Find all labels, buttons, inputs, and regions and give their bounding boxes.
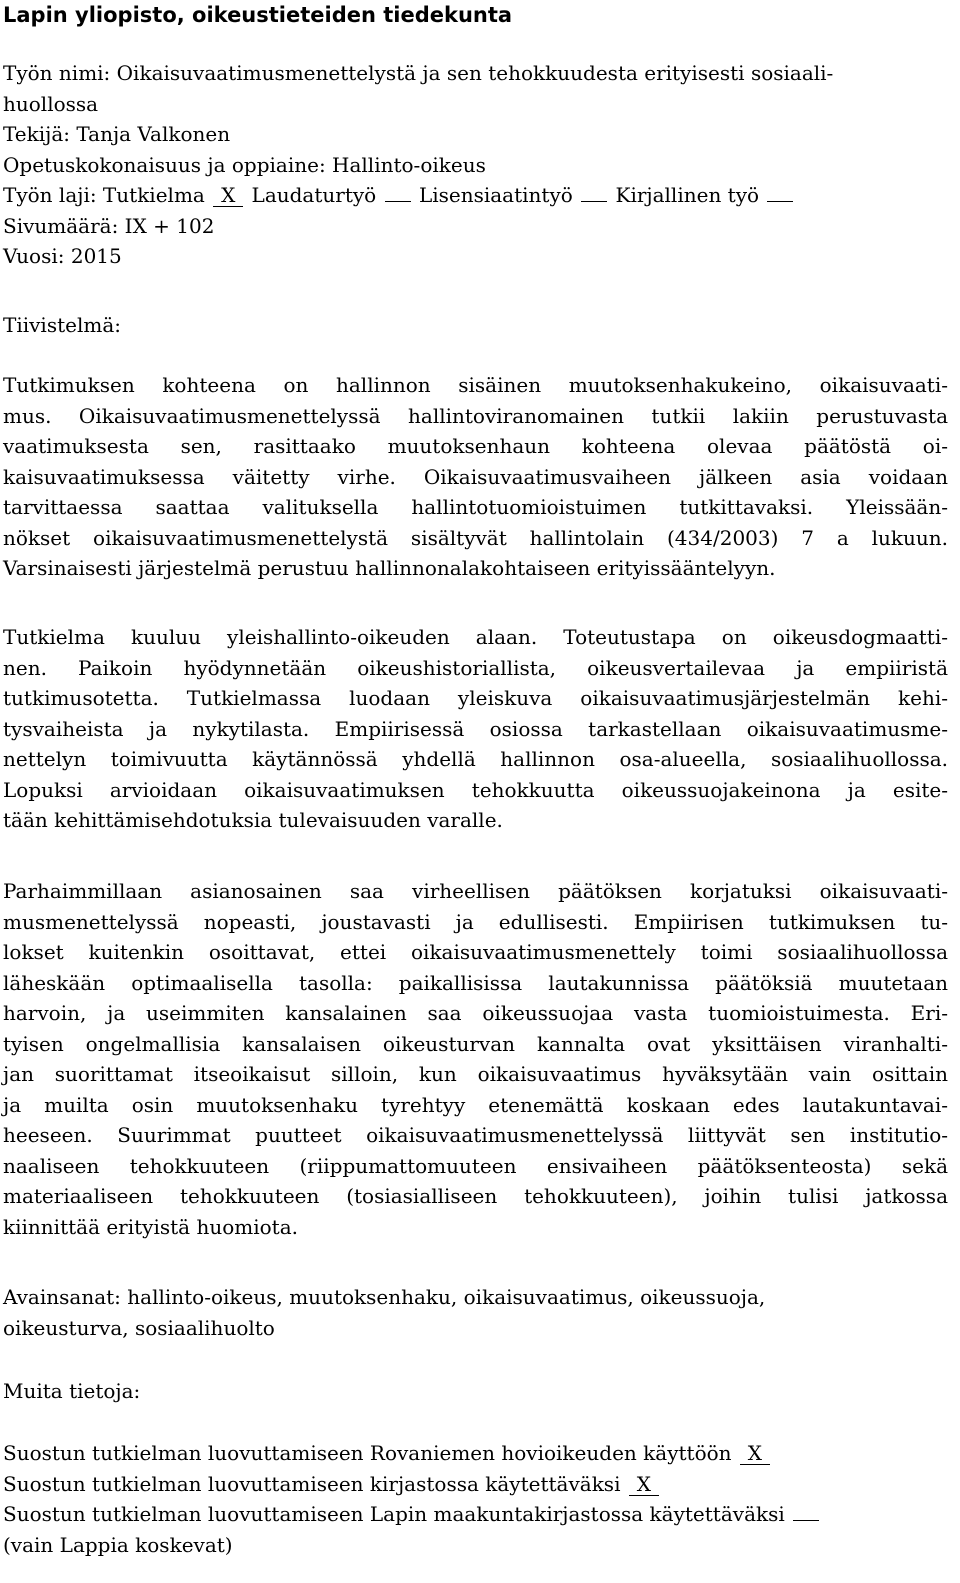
- thesis-year: Vuosi: 2015: [3, 244, 122, 268]
- thesis-author: Tekijä: Tanja Valkonen: [3, 122, 231, 146]
- consent-line-3-text: Suostun tutkielman luovuttamiseen Lapin maakuntakirjastossa käytettäväksi: [3, 1502, 785, 1526]
- thesis-type-laudatur: Laudaturtyö: [251, 183, 377, 207]
- consent-line-3-blank: [793, 1520, 819, 1521]
- paragraph-line: tyisen ongelmallisia kansalaisen oikeusturvan kannalta ovat yksittäisen viranhalti-: [3, 1031, 948, 1056]
- keywords-line-2: oikeusturva, sosiaalihuolto: [3, 1315, 275, 1340]
- paragraph-line: kiinnittää erityistä huomiota.: [3, 1214, 298, 1239]
- thesis-title-line-2: huollossa: [3, 91, 99, 116]
- consent-line-2: [3, 1469, 948, 1500]
- paragraph-line: Lopuksi arvioidaan oikaisuvaatimuksen tehokkuutta oikeussuojakeinona ja esite-: [3, 777, 948, 802]
- consent-line-4: (vain Lappia koskevat): [3, 1532, 233, 1557]
- thesis-type-tutkielma-mark: X: [213, 185, 243, 207]
- consent-line-1: [3, 1438, 948, 1469]
- thesis-metadata: [3, 58, 948, 272]
- paragraph-line: musmenettelyssä nopeasti, joustavasti ja edullisesti. Empiirisen tutkimuksen tu-: [3, 909, 948, 934]
- consent-line-2-mark: X: [629, 1474, 659, 1496]
- consent-line-2-text: Suostun tutkielman luovuttamiseen kirjastossa käytettäväksi: [3, 1471, 621, 1496]
- thesis-type-lisensiaatti-blank: [581, 201, 607, 202]
- paragraph-line: kaisuvaatimuksessa väitetty virhe. Oikaisuvaatimusvaiheen jälkeen asia voidaan: [3, 464, 948, 489]
- paragraph-line: nökset oikaisuvaatimusmenettelystä sisältyvät hallintolain (434/2003) 7 a lukuun.: [3, 525, 948, 550]
- thesis-page-count: Sivumäärä: IX + 102: [3, 213, 215, 238]
- thesis-type-kirjallinen: Kirjallinen työ: [615, 183, 760, 207]
- paragraph-line: tään kehittämisehdotuksia tulevaisuuden varalle.: [3, 808, 503, 832]
- keywords-line-1: Avainsanat: hallinto-oikeus, muutoksenhaku, oikaisuvaatimus, oikeussuoja,: [3, 1285, 766, 1309]
- paragraph-line: tysvaiheista ja nykytilasta. Empiirisessä osiossa tarkastellaan oikaisuvaatimusme-: [3, 716, 948, 741]
- paragraph-line: Tutkielma kuuluu yleishallinto-oikeuden alaan. Toteutustapa on oikeusdogmaatti-: [3, 625, 948, 649]
- keywords-section: [3, 1282, 948, 1343]
- consent-line-3: [3, 1499, 948, 1530]
- faculty-header: Lapin yliopisto, oikeustieteiden tiedekunta: [3, 3, 513, 27]
- abstract-heading: Tiivistelmä:: [3, 313, 121, 337]
- paragraph-line: heeseen. Suurimmat puutteet oikaisuvaatimusmenettelyssä liittyvät sen institutio-: [3, 1123, 948, 1147]
- paragraph-line: mus. Oikaisuvaatimusmenettelyssä hallintoviranomainen tutkii lakiin perustuvasta: [3, 403, 948, 428]
- paragraph-line: lokset kuitenkin osoittavat, ettei oikaisuvaatimusmenettely toimi sosiaalihuollossa: [3, 940, 948, 964]
- paragraph-line: tutkimusotetta. Tutkielmassa luodaan yleiskuva oikaisuvaatimusjärjestelmän kehi-: [3, 686, 948, 710]
- paragraph-line: materiaaliseen tehokkuuteen (tosiasialliseen tehokkuuteen), joihin tulisi jatkossa: [3, 1184, 948, 1208]
- thesis-title-line-1: Työn nimi: Oikaisuvaatimusmenettelystä ja sen tehokkuudesta erityisesti sosiaali-: [3, 61, 834, 85]
- thesis-type: [3, 180, 948, 211]
- paragraph-line: nettelyn toimivuutta käytännössä yhdellä hallinnon osa-alueella, sosiaalihuollossa.: [3, 747, 948, 771]
- abstract-paragraph-2: [3, 622, 948, 836]
- thesis-type-lisensiaatti: Lisensiaatintyö: [418, 183, 573, 207]
- paragraph-line: läheskään optimaalisella tasolla: paikallisissa lautakunnissa päätöksiä muutetaan: [3, 970, 948, 995]
- paragraph-line: vaatimuksesta sen, rasittaako muutoksenhaun kohteena olevaa päätöstä oi-: [3, 434, 948, 458]
- consent-section: [3, 1438, 948, 1560]
- paragraph-line: naaliseen tehokkuuteen (riippumattomuuteen ensivaiheen päätöksenteosta) sekä: [3, 1153, 948, 1178]
- abstract-paragraph-3: [3, 876, 948, 1242]
- paragraph-line: jan suorittamat itseoikaisut silloin, kun oikaisuvaatimus hyväksytään vain osittain: [3, 1062, 948, 1086]
- paragraph-line: Varsinaisesti järjestelmä perustuu hallinnonalakohtaiseen erityissääntelyyn.: [3, 556, 776, 580]
- paragraph-line: nen. Paikoin hyödynnetään oikeushistoriallista, oikeusvertailevaa ja empiiristä: [3, 655, 948, 680]
- thesis-type-kirjallinen-blank: [767, 201, 793, 202]
- paragraph-line: Tutkimuksen kohteena on hallinnon sisäinen muutoksenhakukeino, oikaisuvaati-: [3, 373, 948, 397]
- abstract-paragraph-1: [3, 370, 948, 584]
- paragraph-line: ja muilta osin muutoksenhaku tyrehtyy etenemättä koskaan edes lautakuntavai-: [3, 1092, 948, 1117]
- consent-line-1-text: Suostun tutkielman luovuttamiseen Rovaniemen hovioikeuden käyttöön: [3, 1441, 732, 1465]
- consent-line-1-mark: X: [740, 1443, 770, 1465]
- paragraph-line: Parhaimmillaan asianosainen saa virheellisen päätöksen korjatuksi oikaisuvaati-: [3, 879, 948, 903]
- thesis-subject: Opetuskokonaisuus ja oppiaine: Hallinto-oikeus: [3, 152, 486, 177]
- thesis-type-prefix: Työn laji: Tutkielma: [3, 183, 205, 207]
- paragraph-line: tarvittaessa saattaa valituksella hallintotuomioistuimen tutkittavaksi. Yleissään-: [3, 495, 948, 519]
- paragraph-line: harvoin, ja useimmiten kansalainen saa oikeussuojaa vasta tuomioistuimesta. Eri-: [3, 1001, 948, 1025]
- thesis-type-laudatur-blank: [385, 201, 411, 202]
- other-info-heading: Muita tietoja:: [3, 1379, 141, 1403]
